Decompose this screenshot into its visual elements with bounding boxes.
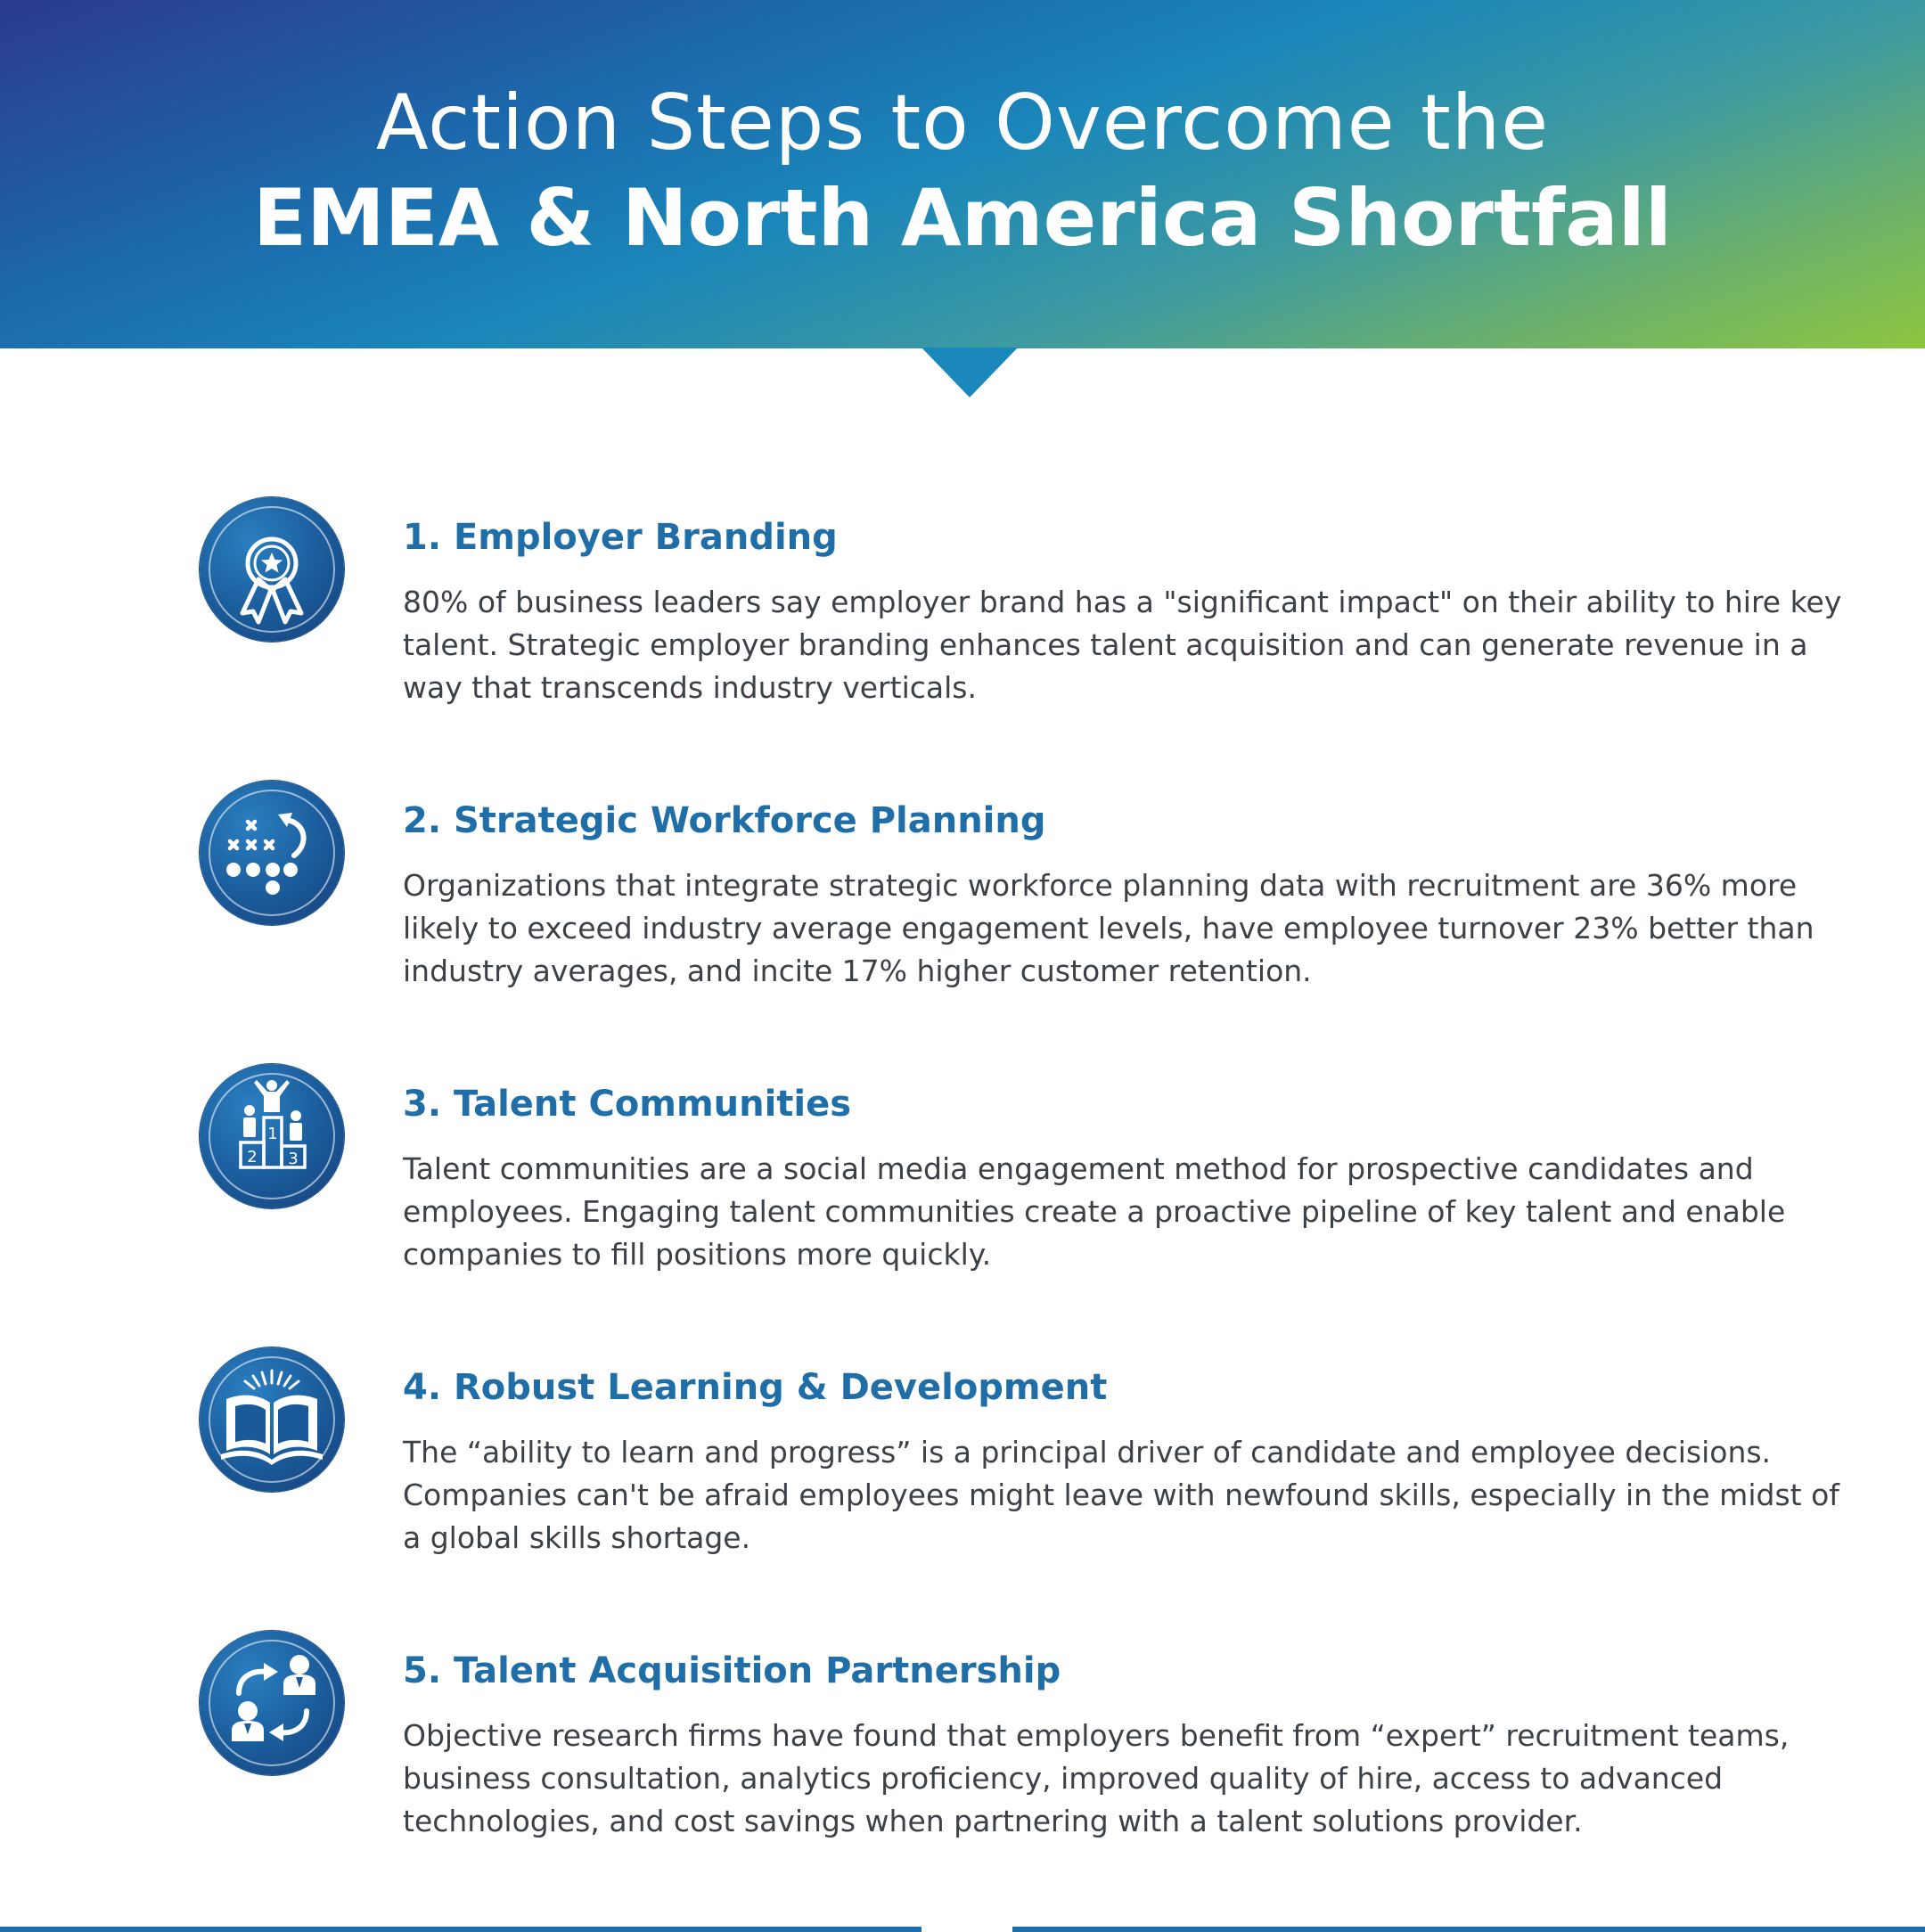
step-title: 2. Strategic Workforce Planning xyxy=(403,800,1046,841)
header-notch xyxy=(922,348,1018,397)
step-strategic-workforce-planning xyxy=(0,781,1925,1048)
step-learning-development xyxy=(0,1347,1925,1615)
people-exchange-icon xyxy=(200,1631,344,1775)
step-employer-branding xyxy=(0,497,1925,765)
strategy-play-icon xyxy=(200,781,344,925)
footer-divider-left xyxy=(0,1927,922,1932)
svg-text:3: 3 xyxy=(288,1150,299,1168)
step-badge xyxy=(200,497,344,642)
step-badge xyxy=(200,781,344,925)
award-ribbon-icon xyxy=(200,497,344,642)
step-badge xyxy=(200,1631,344,1775)
step-badge xyxy=(200,1064,344,1208)
svg-text:1: 1 xyxy=(267,1125,278,1143)
step-body: Objective research firms have found that employers benefit from “expert” recruitment teams, business consultation, analytics proficiency, improved quality of hire, access to advanced technologies, and cost savings when partnering with a talent solutions provider. xyxy=(403,1718,1790,1838)
step-title: 4. Robust Learning & Development xyxy=(403,1367,1108,1408)
step-talent-communities xyxy=(0,1064,1925,1331)
page-title-line2: EMEA & North America Shortfall xyxy=(253,172,1672,264)
podium-icon xyxy=(200,1064,344,1208)
step-body: The “ability to learn and progress” is a principal driver of candidate and employee decisions. Companies can't be afraid employees might leave with newfound skills, especially in the midst of a global skills shortage. xyxy=(403,1435,1839,1555)
step-badge xyxy=(200,1347,344,1492)
step-title: 3. Talent Communities xyxy=(403,1084,852,1125)
step-title: 5. Talent Acquisition Partnership xyxy=(403,1650,1061,1691)
page-title-line1: Action Steps to Overcome the xyxy=(375,78,1550,168)
svg-text:2: 2 xyxy=(247,1148,258,1167)
step-title: 1. Employer Branding xyxy=(403,517,838,558)
step-body: Talent communities are a social media engagement method for prospective candidates and employees. Engaging talent communities create a proactive pipeline of key talent and enable companies to fill positions more quickly. xyxy=(403,1151,1786,1272)
header-banner xyxy=(0,0,1925,348)
footer-divider-right xyxy=(1012,1927,1925,1932)
open-book-icon xyxy=(200,1347,344,1492)
step-body: 80% of business leaders say employer brand has a "significant impact" on their ability to hire key talent. Strategic employer branding enhances talent acquisition and can generate revenue in a way that transcends industry verticals. xyxy=(403,585,1842,705)
step-body: Organizations that integrate strategic workforce planning data with recruitment are 36% more likely to exceed industry average engagement levels, have employee turnover 23% better than industry averages, and incite 17% higher customer retention. xyxy=(403,868,1814,988)
step-talent-acquisition-partnership xyxy=(0,1631,1925,1898)
